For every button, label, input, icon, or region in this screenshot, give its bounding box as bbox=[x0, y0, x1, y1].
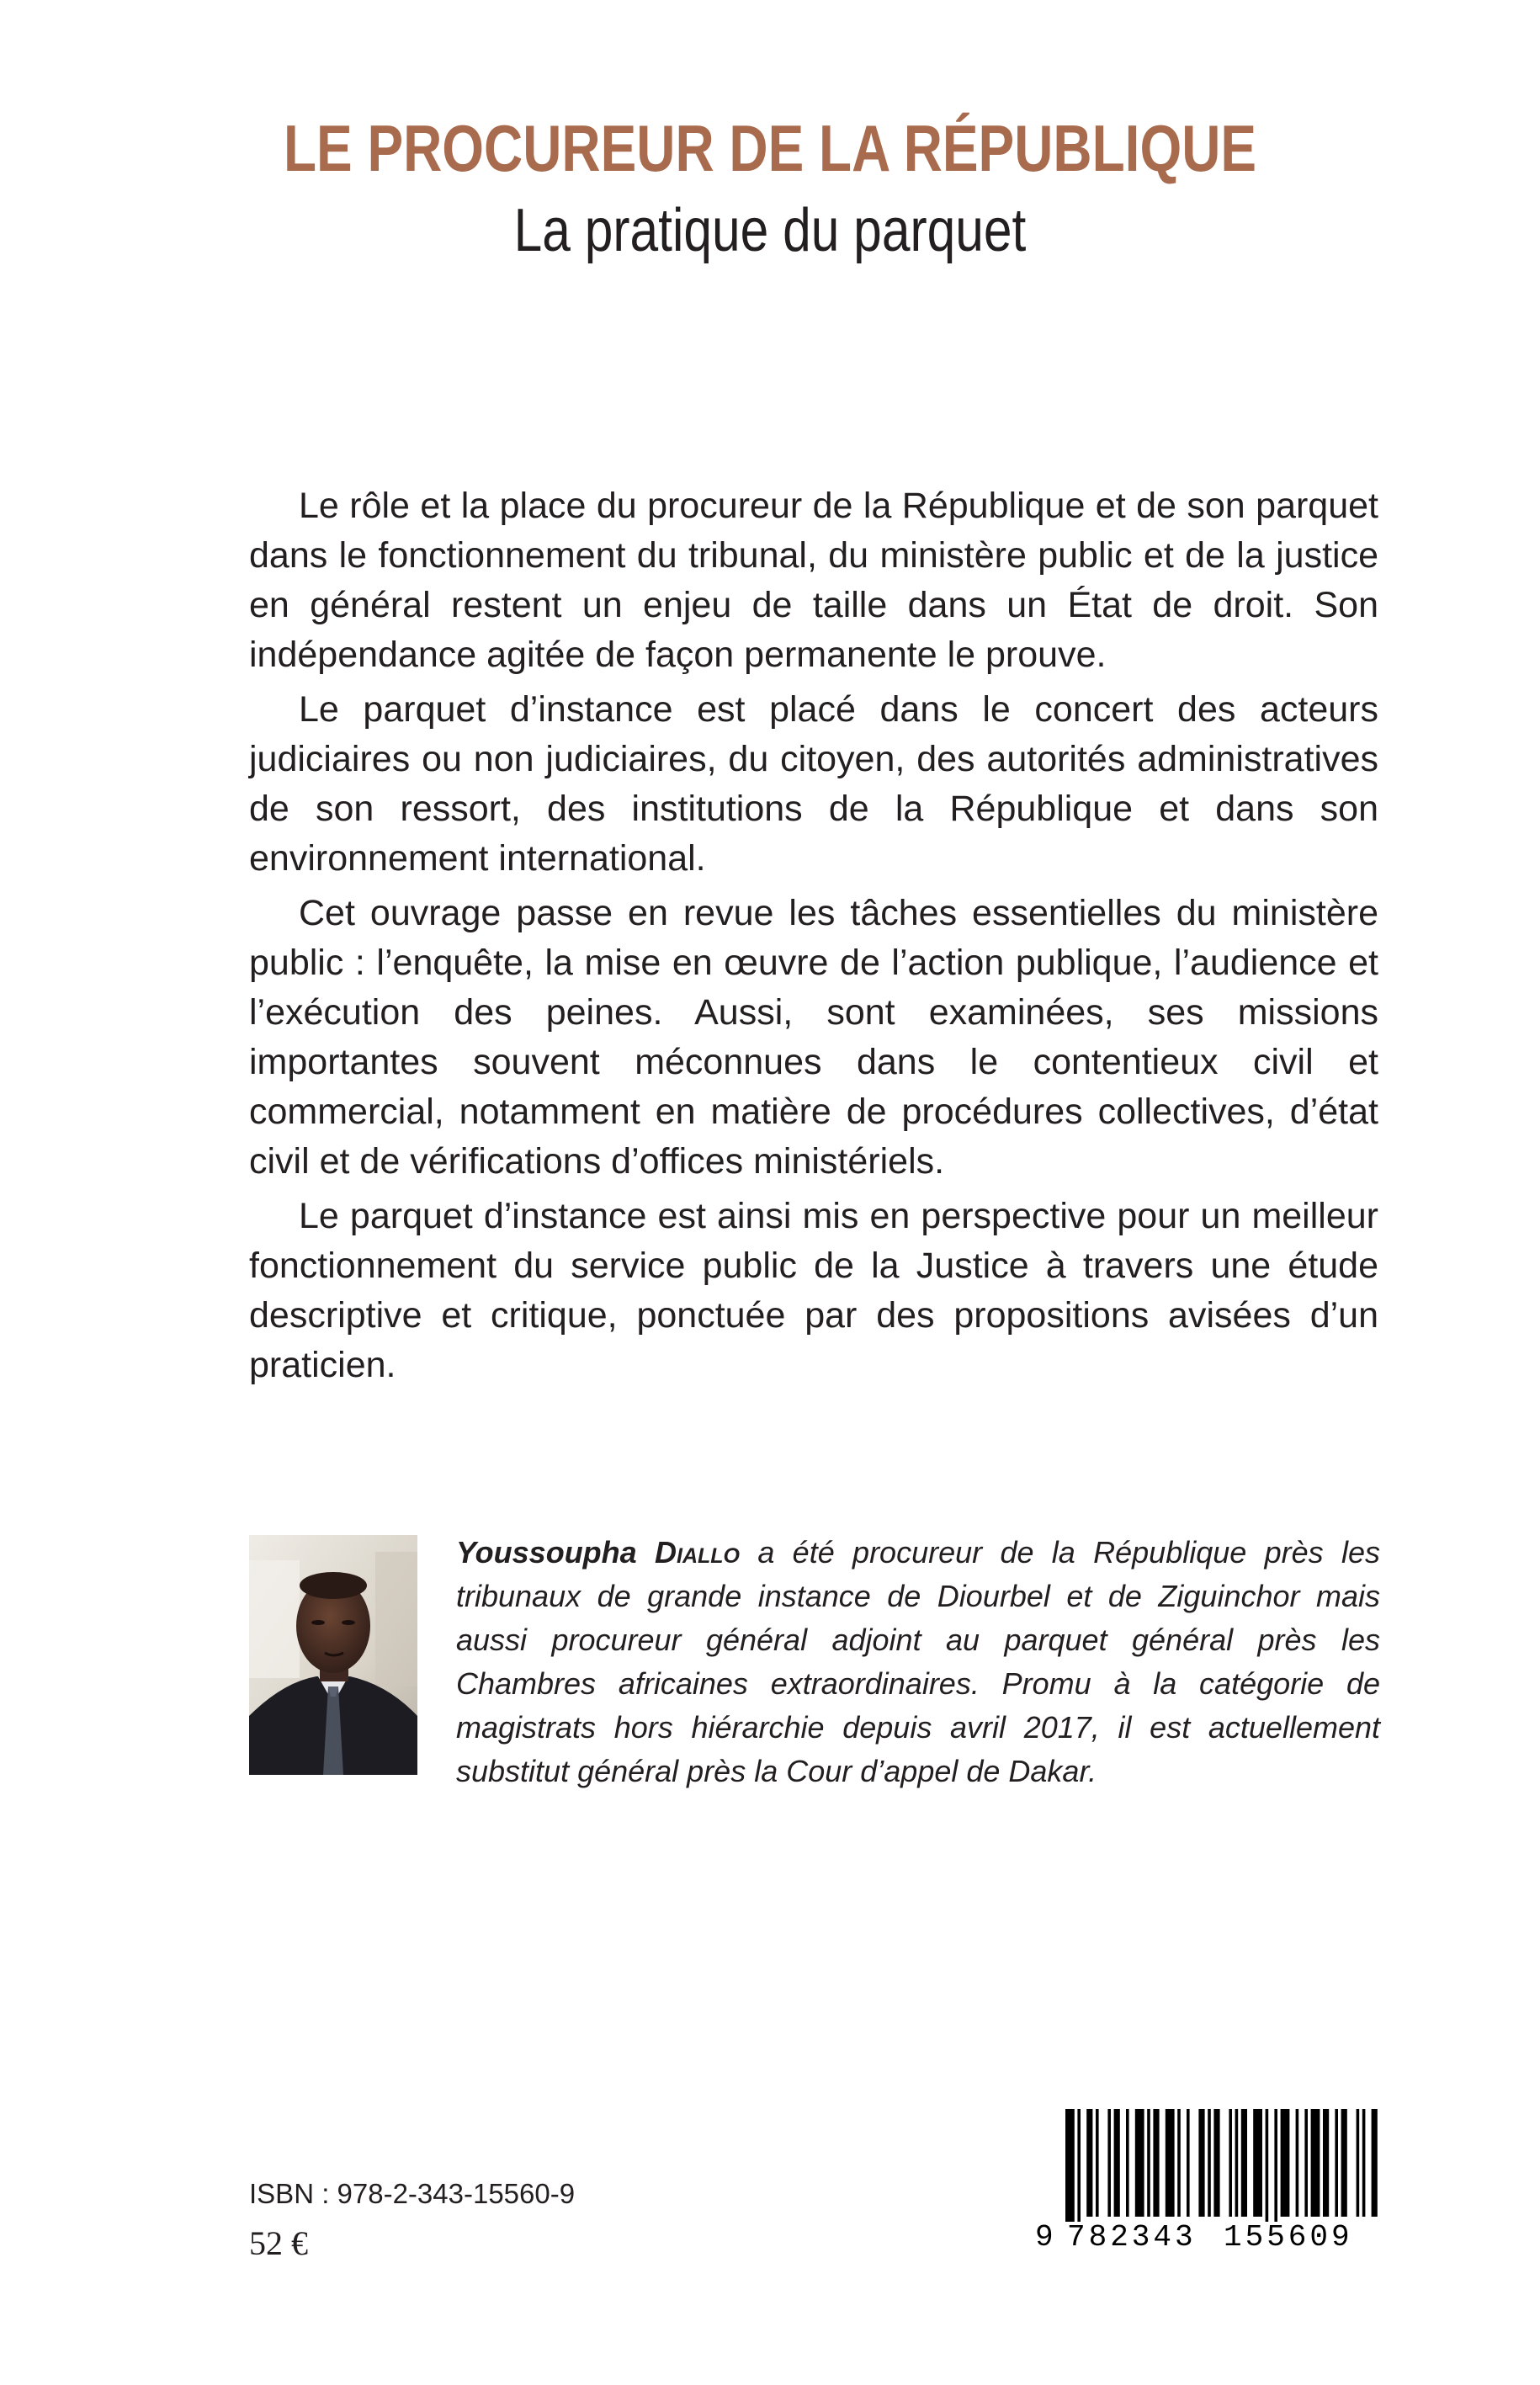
barcode-bar bbox=[1357, 2109, 1360, 2217]
barcode-bar bbox=[1281, 2109, 1290, 2217]
barcode-bar bbox=[1362, 2109, 1366, 2217]
barcode-bar bbox=[1323, 2109, 1329, 2217]
barcode-bar bbox=[1372, 2109, 1378, 2217]
barcode-bar bbox=[1135, 2109, 1144, 2217]
barcode-bar bbox=[1208, 2109, 1211, 2217]
barcode-bar bbox=[1126, 2109, 1129, 2217]
blurb-paragraph: Le rôle et la place du procureur de la République et de son parquet dans le fonctionnement du tribunal, du ministère public et de la justice en général restent un enjeu de taille dans un État de droit. Son indépendance agitée de façon permanente le prouve. bbox=[249, 486, 1378, 675]
barcode-bar bbox=[1147, 2109, 1150, 2217]
barcode-left-group: 782343 bbox=[1067, 2220, 1197, 2255]
barcode-bar bbox=[1177, 2109, 1181, 2217]
book-subtitle: La pratique du parquet bbox=[513, 197, 1027, 264]
barcode-bar bbox=[1065, 2109, 1075, 2222]
barcode-bar bbox=[1296, 2109, 1299, 2217]
barcode-bar bbox=[1187, 2109, 1190, 2217]
barcode-bar bbox=[1166, 2109, 1175, 2217]
barcode-bar bbox=[1198, 2109, 1204, 2217]
isbn: ISBN : 978-2-343-15560-9 bbox=[249, 2178, 576, 2209]
author-last-name: Diallo bbox=[655, 1535, 741, 1570]
price: 52 € bbox=[249, 2224, 308, 2262]
author-bio-text: a été procureur de la République près les tribunaux de grande instance de Diourbel et de Ziguinchor mais aussi procureur général adjoint au parquet général près les Chambres africaines extraordinaires. Promu à la catégorie de magistrats hors hiérarchie depuis avril 2017, il est actuellement substitut général près la Cour d’appel de Dakar. bbox=[456, 1535, 1380, 1788]
author-bio bbox=[456, 1531, 1380, 1793]
barcode-bar bbox=[1253, 2109, 1262, 2217]
author-photo bbox=[249, 1535, 417, 1775]
blurb-paragraph: Le parquet d’instance est placé dans le concert des acteurs judiciaires ou non judiciaires, du citoyen, des autorités administratives de son ressort, des institutions de la République et dans son environnement international. bbox=[249, 689, 1378, 879]
barcode-bar bbox=[1341, 2109, 1347, 2217]
barcode-bar bbox=[1114, 2109, 1120, 2217]
barcode-bar bbox=[1241, 2109, 1247, 2217]
barcode-bar bbox=[1304, 2109, 1308, 2217]
back-cover-blurb bbox=[249, 481, 1378, 1395]
barcode-bar bbox=[1266, 2109, 1269, 2222]
barcode-right-group: 155609 bbox=[1224, 2220, 1353, 2255]
barcode-bar bbox=[1086, 2109, 1092, 2217]
author-first-name: Youssoupha bbox=[456, 1535, 637, 1570]
book-title: LE PROCUREUR DE LA RÉPUBLIQUE bbox=[283, 111, 1257, 185]
barcode-bar bbox=[1213, 2109, 1219, 2217]
barcode-bar bbox=[1153, 2109, 1159, 2217]
barcode-bar bbox=[1077, 2109, 1081, 2222]
barcode-bar bbox=[1311, 2109, 1320, 2217]
barcode-bar bbox=[1335, 2109, 1338, 2217]
blurb-paragraph: Le parquet d’instance est ainsi mis en perspective pour un meilleur fonctionnement du service public de la Justice à travers une étude descriptive et critique, ponctuée par des propositions avisées d’un praticien. bbox=[249, 1196, 1378, 1385]
barcode-bar bbox=[1274, 2109, 1277, 2222]
barcode-bar bbox=[1096, 2109, 1099, 2217]
blurb-paragraph: Cet ouvrage passe en revue les tâches essentielles du ministère public : l’enquête, la mise en œuvre de l’action publique, l’audience et l’exécution des peines. Aussi, sont examinées, ses missions importantes souvent méconnues dans le contentieux civil et commercial, notamment en matière de procédures collectives, d’état civil et de vérifications d’offices ministériels. bbox=[249, 893, 1378, 1182]
barcode-bar bbox=[1235, 2109, 1239, 2217]
barcode-bar bbox=[1229, 2109, 1232, 2217]
barcode-lead-digit: 9 bbox=[1035, 2220, 1054, 2255]
barcode-bar bbox=[1107, 2109, 1111, 2217]
